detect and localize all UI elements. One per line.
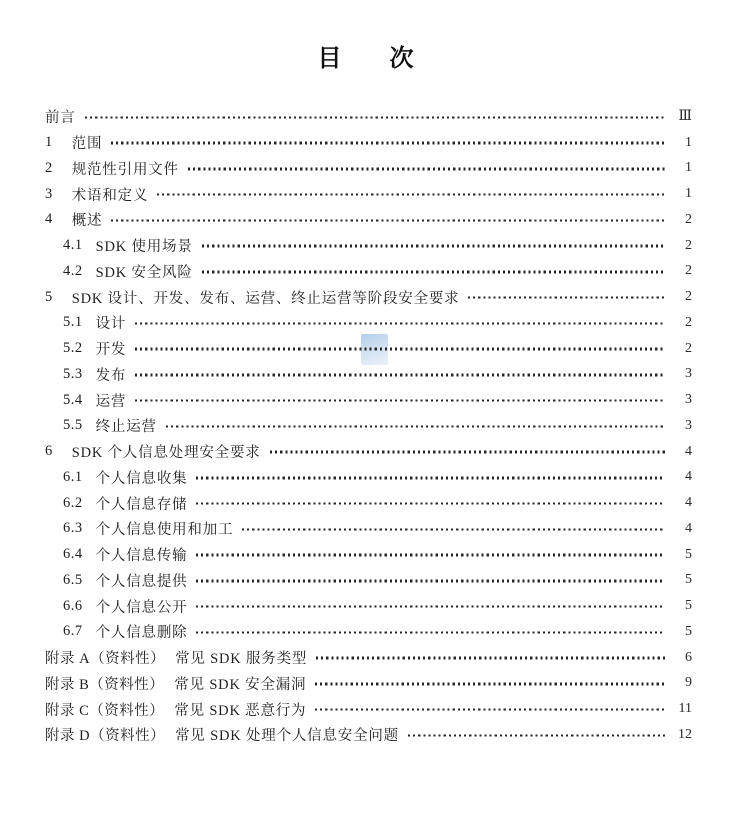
toc-entry-number: 5 <box>45 288 53 305</box>
dot-leader <box>111 142 665 144</box>
toc-entry <box>45 387 692 413</box>
toc-entry-label: 前言 <box>45 110 76 127</box>
toc-entry-page: 2 <box>685 314 692 330</box>
toc-entry <box>45 130 692 156</box>
toc-entry-number: 附录 B（资料性） <box>45 676 165 693</box>
toc-entry-page: 5 <box>685 623 692 639</box>
toc-entry-label: 设计 <box>95 316 127 333</box>
toc-entry-label: SDK 安全风险 <box>95 264 193 281</box>
toc-entry <box>45 181 692 207</box>
dot-leader <box>315 683 665 685</box>
toc-entry-label: 个人信息公开 <box>95 599 188 616</box>
toc-entry <box>45 645 692 671</box>
toc-entry-label: 规范性引用文件 <box>71 161 179 178</box>
toc-entry-label: 常见 SDK 恶意行为 <box>174 702 307 719</box>
dot-leader <box>135 322 665 324</box>
toc-entry-page: 1 <box>685 160 692 176</box>
toc-entry-number: 6.5 <box>63 571 83 588</box>
toc-entry-label: 个人信息存储 <box>95 496 188 513</box>
toc-entry-page: 4 <box>685 443 692 459</box>
toc-entry-page: 9 <box>685 675 692 691</box>
toc-entry-number: 4.1 <box>63 237 83 254</box>
toc-entry-page: 2 <box>685 263 692 279</box>
toc-entry-number: 5.4 <box>63 391 83 408</box>
toc-entry-number: 6.6 <box>63 597 83 614</box>
toc-entry-number: 5.5 <box>63 417 83 434</box>
toc-entry-page: 4 <box>685 495 692 511</box>
toc-entry <box>45 310 692 336</box>
toc-entry-page: 3 <box>685 417 692 433</box>
toc-entry-page: 5 <box>685 598 692 614</box>
toc-entry-label: 个人信息收集 <box>95 470 188 487</box>
toc-entry-number: 1 <box>45 134 53 151</box>
dot-leader <box>408 734 665 736</box>
dot-leader <box>316 657 665 659</box>
toc-entry-page: 4 <box>685 520 692 536</box>
toc-entry-page: 6 <box>685 649 692 665</box>
dot-leader <box>270 451 665 453</box>
toc-entry-number: 5.2 <box>63 340 83 357</box>
toc-entry-label: 个人信息删除 <box>95 625 188 642</box>
dot-leader <box>315 708 665 710</box>
toc-entry <box>45 104 692 130</box>
toc-entry <box>45 568 692 594</box>
toc-entry-page: 2 <box>685 340 692 356</box>
toc-entry-page: 3 <box>685 366 692 382</box>
toc-entry-label: SDK 使用场景 <box>95 239 193 256</box>
toc-entry <box>45 284 692 310</box>
toc-entry <box>45 619 692 645</box>
toc-entry-page: 4 <box>685 469 692 485</box>
toc-entry-label: 个人信息传输 <box>95 548 188 565</box>
toc-entry-number: 2 <box>45 159 53 176</box>
toc-entry <box>45 336 692 362</box>
toc-entry <box>45 516 692 542</box>
toc-entry-page: 3 <box>685 392 692 408</box>
toc-entry <box>45 362 692 388</box>
dot-leader <box>135 374 665 376</box>
dot-leader <box>196 502 665 504</box>
toc-entry <box>45 413 692 439</box>
dot-leader <box>468 296 665 298</box>
toc-entry <box>45 671 692 697</box>
dot-leader <box>242 528 665 530</box>
toc-entry <box>45 490 692 516</box>
toc-entry-page: Ⅲ <box>678 109 692 125</box>
toc-entry <box>45 465 692 491</box>
toc-entry-page: 2 <box>685 289 692 305</box>
toc-entry-page: 11 <box>678 701 692 717</box>
dot-leader <box>157 193 665 195</box>
toc-entry-number: 6.7 <box>63 623 83 640</box>
toc-entry <box>45 233 692 259</box>
toc-entry-label: 术语和定义 <box>71 187 149 204</box>
toc-entry-page: 12 <box>678 726 692 742</box>
toc-entry-label: 范围 <box>71 136 103 153</box>
dot-leader <box>202 245 665 247</box>
toc-entry-page: 5 <box>685 546 692 562</box>
dot-leader <box>111 219 665 221</box>
toc-entry-number: 4 <box>45 211 53 228</box>
toc-entry-page: 5 <box>685 572 692 588</box>
page-title: 目 次 <box>317 46 414 72</box>
dot-leader <box>196 554 665 556</box>
toc-entry <box>45 696 692 722</box>
dot-leader <box>135 399 665 401</box>
toc-entry <box>45 207 692 233</box>
toc-entry-label: 概述 <box>71 213 103 230</box>
dot-leader <box>196 631 665 633</box>
dot-leader <box>135 348 665 350</box>
toc-entry-number: 附录 D（资料性） <box>45 728 166 745</box>
toc-entry-page: 2 <box>685 237 692 253</box>
dot-leader <box>166 425 665 427</box>
toc-entry-label: SDK 设计、开发、发布、运营、终止运营等阶段安全要求 <box>71 290 460 307</box>
toc-entry-number: 3 <box>45 185 53 202</box>
toc-entry-label: 常见 SDK 处理个人信息安全问题 <box>175 728 399 745</box>
dot-leader <box>202 271 665 273</box>
dot-leader <box>85 116 665 118</box>
toc-entry <box>45 439 692 465</box>
toc-entry-label: 个人信息使用和加工 <box>95 522 234 539</box>
toc-entry-page: 1 <box>685 186 692 202</box>
toc-entry-number: 附录 A（资料性） <box>45 651 166 668</box>
toc-entry-number: 5.3 <box>63 365 83 382</box>
toc-entry <box>45 156 692 182</box>
toc-entry <box>45 542 692 568</box>
toc-entry-label: 常见 SDK 安全漏洞 <box>174 676 307 693</box>
toc-entry-label: 发布 <box>95 367 127 384</box>
toc-entry-number: 6.4 <box>63 546 83 563</box>
toc-list <box>45 104 692 748</box>
toc-entry-number: 4.2 <box>63 262 83 279</box>
toc-entry <box>45 593 692 619</box>
toc-entry-label: 开发 <box>95 342 127 359</box>
toc-entry-label: 个人信息提供 <box>95 573 188 590</box>
toc-entry-label: 运营 <box>95 393 127 410</box>
toc-entry-number: 5.1 <box>63 314 83 331</box>
toc-entry-number: 6 <box>45 443 53 460</box>
toc-entry-number: 6.3 <box>63 520 83 537</box>
toc-entry-number: 附录 C（资料性） <box>45 702 165 719</box>
dot-leader <box>196 605 665 607</box>
dot-leader <box>196 477 665 479</box>
toc-entry-number: 6.1 <box>63 468 83 485</box>
toc-entry-number: 6.2 <box>63 494 83 511</box>
toc-entry-label: 常见 SDK 服务类型 <box>175 651 308 668</box>
toc-entry-page: 1 <box>685 134 692 150</box>
dot-leader <box>196 580 665 582</box>
toc-entry <box>45 722 692 748</box>
toc-entry-label: 终止运营 <box>95 419 157 436</box>
toc-entry-label: SDK 个人信息处理安全要求 <box>71 445 261 462</box>
toc-entry <box>45 259 692 285</box>
toc-entry-page: 2 <box>685 211 692 227</box>
dot-leader <box>188 168 665 170</box>
